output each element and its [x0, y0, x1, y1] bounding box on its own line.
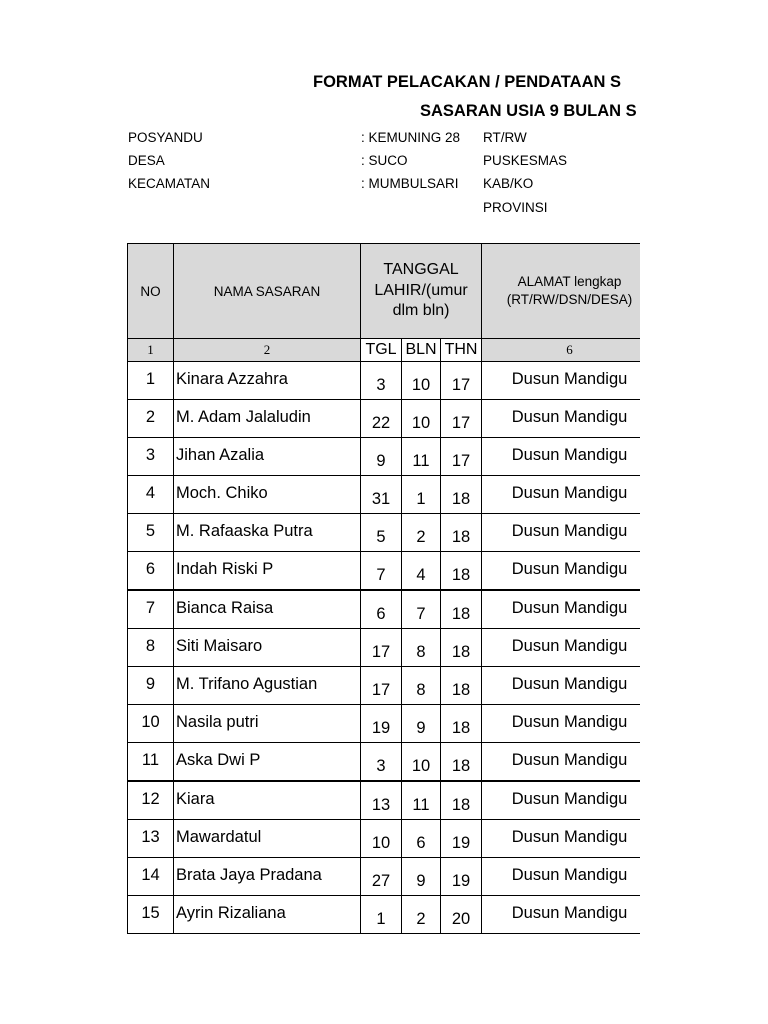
- row-bln: 9: [402, 705, 441, 743]
- row-bln: 10: [402, 362, 441, 400]
- row-tgl: 3: [361, 743, 402, 782]
- row-bln: 10: [402, 743, 441, 782]
- row-no: 13: [128, 820, 174, 858]
- row-no: 5: [128, 514, 174, 552]
- row-thn: 18: [441, 743, 482, 782]
- desa-value: : SUCO: [361, 153, 408, 168]
- row-nama: Moch. Chiko: [174, 476, 361, 514]
- row-bln: 9: [402, 858, 441, 896]
- row-tgl: 17: [361, 667, 402, 705]
- row-alamat: Dusun Mandigu: [482, 590, 640, 629]
- page-title-line1: FORMAT PELACAKAN / PENDATAAN S: [313, 73, 621, 91]
- row-no: 12: [128, 781, 174, 820]
- table-row: [128, 820, 641, 858]
- table-row: [128, 476, 641, 514]
- header-alamat: ALAMAT lengkap (RT/RW/DSN/DESA): [482, 244, 640, 339]
- row-tgl: 31: [361, 476, 402, 514]
- row-tgl: 22: [361, 400, 402, 438]
- row-bln: 8: [402, 667, 441, 705]
- row-no: 2: [128, 400, 174, 438]
- row-nama: M. Rafaaska Putra: [174, 514, 361, 552]
- row-thn: 17: [441, 438, 482, 476]
- row-tgl: 17: [361, 629, 402, 667]
- row-thn: 18: [441, 705, 482, 743]
- index-cell: 6: [482, 339, 640, 362]
- row-no: 3: [128, 438, 174, 476]
- row-nama: Brata Jaya Pradana: [174, 858, 361, 896]
- table-row: [128, 362, 641, 400]
- row-thn: 18: [441, 781, 482, 820]
- row-tgl: 27: [361, 858, 402, 896]
- desa-label: DESA: [128, 153, 165, 168]
- row-bln: 8: [402, 629, 441, 667]
- row-bln: 2: [402, 514, 441, 552]
- row-alamat: Dusun Mandigu: [482, 552, 640, 591]
- provinsi-label: PROVINSI: [483, 200, 548, 215]
- row-thn: 18: [441, 476, 482, 514]
- page-title-line2: SASARAN USIA 9 BULAN S: [420, 102, 637, 120]
- row-thn: 18: [441, 514, 482, 552]
- row-no: 9: [128, 667, 174, 705]
- table-row: [128, 514, 641, 552]
- header-nama: NAMA SASARAN: [174, 244, 361, 339]
- row-alamat: Dusun Mandigu: [482, 705, 640, 743]
- row-thn: 18: [441, 629, 482, 667]
- row-nama: Kinara Azzahra: [174, 362, 361, 400]
- row-bln: 1: [402, 476, 441, 514]
- subheader-bln: BLN: [402, 339, 441, 362]
- row-bln: 4: [402, 552, 441, 591]
- row-alamat: Dusun Mandigu: [482, 476, 640, 514]
- row-alamat: Dusun Mandigu: [482, 362, 640, 400]
- row-tgl: 7: [361, 552, 402, 591]
- row-no: 10: [128, 705, 174, 743]
- table-row: [128, 400, 641, 438]
- table-row: [128, 743, 641, 782]
- row-alamat: Dusun Mandigu: [482, 514, 640, 552]
- table-index-row: [128, 339, 641, 362]
- row-thn: 18: [441, 552, 482, 591]
- row-no: 8: [128, 629, 174, 667]
- row-no: 4: [128, 476, 174, 514]
- subheader-thn: THN: [441, 339, 482, 362]
- row-no: 11: [128, 743, 174, 782]
- row-tgl: 1: [361, 896, 402, 934]
- table-row: [128, 552, 641, 591]
- puskesmas-label: PUSKESMAS: [483, 153, 568, 168]
- row-no: 6: [128, 552, 174, 591]
- row-tgl: 6: [361, 590, 402, 629]
- row-nama: M. Adam Jalaludin: [174, 400, 361, 438]
- row-tgl: 13: [361, 781, 402, 820]
- row-bln: 11: [402, 438, 441, 476]
- table-row: [128, 629, 641, 667]
- row-tgl: 5: [361, 514, 402, 552]
- row-bln: 6: [402, 820, 441, 858]
- header-tanggal: TANGGAL LAHIR/(umur dlm bln): [361, 244, 482, 339]
- row-nama: Mawardatul: [174, 820, 361, 858]
- row-nama: Bianca Raisa: [174, 590, 361, 629]
- row-tgl: 10: [361, 820, 402, 858]
- posyandu-value: : KEMUNING 28: [361, 130, 461, 145]
- row-tgl: 3: [361, 362, 402, 400]
- table-row: [128, 438, 641, 476]
- posyandu-label: POSYANDU: [128, 130, 203, 145]
- row-thn: 18: [441, 667, 482, 705]
- row-no: 14: [128, 858, 174, 896]
- row-nama: Aska Dwi P: [174, 743, 361, 782]
- row-no: 7: [128, 590, 174, 629]
- subheader-tgl: TGL: [361, 339, 402, 362]
- row-bln: 7: [402, 590, 441, 629]
- row-alamat: Dusun Mandigu: [482, 820, 640, 858]
- row-nama: Jihan Azalia: [174, 438, 361, 476]
- row-nama: M. Trifano Agustian: [174, 667, 361, 705]
- row-thn: 19: [441, 820, 482, 858]
- table-header-row: [128, 244, 641, 339]
- kecamatan-value: : MUMBULSARI: [361, 176, 459, 191]
- kecamatan-label: KECAMATAN: [128, 176, 211, 191]
- row-nama: Nasila putri: [174, 705, 361, 743]
- row-alamat: Dusun Mandigu: [482, 667, 640, 705]
- header-no: NO: [128, 244, 174, 339]
- row-alamat: Dusun Mandigu: [482, 629, 640, 667]
- row-alamat: Dusun Mandigu: [482, 743, 640, 782]
- row-thn: 19: [441, 858, 482, 896]
- row-alamat: Dusun Mandigu: [482, 781, 640, 820]
- table-row: [128, 781, 641, 820]
- kabko-label: KAB/KO: [483, 176, 534, 191]
- row-nama: Ayrin Rizaliana: [174, 896, 361, 934]
- table-row: [128, 705, 641, 743]
- row-thn: 17: [441, 400, 482, 438]
- row-no: 15: [128, 896, 174, 934]
- row-thn: 17: [441, 362, 482, 400]
- row-bln: 11: [402, 781, 441, 820]
- table-row: [128, 858, 641, 896]
- row-thn: 20: [441, 896, 482, 934]
- row-tgl: 19: [361, 705, 402, 743]
- table-row: [128, 590, 641, 629]
- table-row: [128, 896, 641, 934]
- row-thn: 18: [441, 590, 482, 629]
- row-no: 1: [128, 362, 174, 400]
- index-cell: 2: [174, 339, 361, 362]
- row-tgl: 9: [361, 438, 402, 476]
- row-bln: 10: [402, 400, 441, 438]
- index-cell: 1: [128, 339, 174, 362]
- row-bln: 2: [402, 896, 441, 934]
- row-alamat: Dusun Mandigu: [482, 896, 640, 934]
- row-nama: Kiara: [174, 781, 361, 820]
- row-alamat: Dusun Mandigu: [482, 858, 640, 896]
- row-nama: Indah Riski P: [174, 552, 361, 591]
- row-alamat: Dusun Mandigu: [482, 438, 640, 476]
- table-body: [128, 362, 641, 934]
- row-nama: Siti Maisaro: [174, 629, 361, 667]
- rtrw-label: RT/RW: [483, 130, 527, 145]
- table-row: [128, 667, 641, 705]
- row-alamat: Dusun Mandigu: [482, 400, 640, 438]
- data-table: [127, 243, 640, 934]
